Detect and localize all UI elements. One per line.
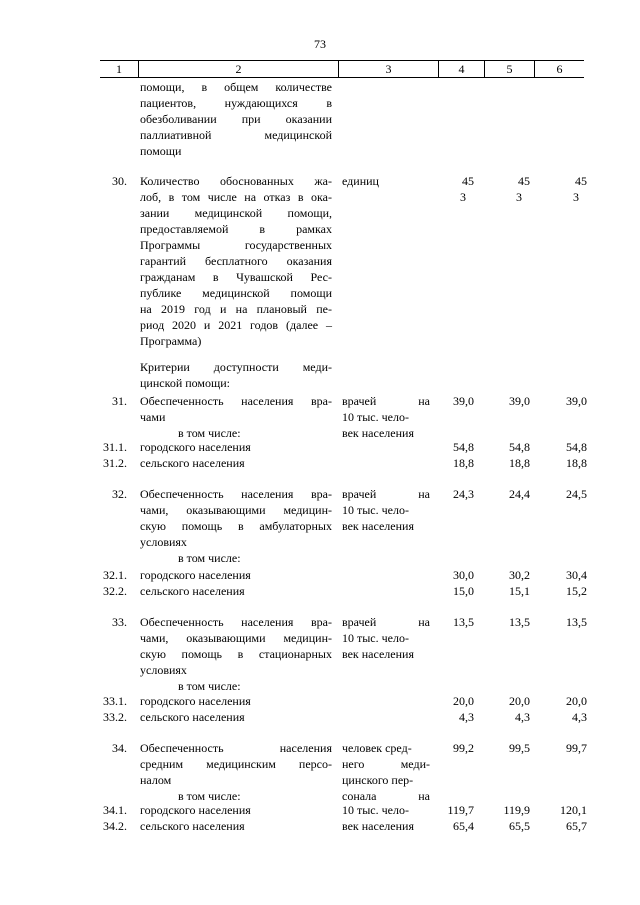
indicator-name-line: гарантий бесплатного оказания: [140, 254, 332, 268]
indicator-name-line: в том числе:: [178, 426, 241, 440]
unit-line: цинского пер-: [342, 773, 414, 787]
header-col-3: 3: [338, 61, 438, 77]
indicator-name-line: лоб, в том числе на отказ в ока-: [140, 190, 332, 204]
indicator-name-line: городского населения: [140, 568, 251, 582]
value-v5: 24,4: [509, 487, 530, 501]
header-col-2: 2: [138, 61, 338, 77]
unit-line: него меди-: [342, 757, 430, 771]
indicator-name-line: пациентов, нуждающихся в: [140, 96, 332, 110]
indicator-name-line: в том числе:: [178, 789, 241, 803]
row-number: 33.2.: [103, 710, 127, 724]
value-v4: 15,0: [453, 584, 474, 598]
page-number: 73: [314, 37, 326, 51]
value-v4: 99,2: [453, 741, 474, 755]
indicator-name-line: скую помощь в стационарных: [140, 647, 332, 661]
indicator-name-line: в том числе:: [178, 679, 241, 693]
row-number: 31.2.: [103, 456, 127, 470]
unit-line: врачей на: [342, 615, 430, 629]
value-v5: 13,5: [509, 615, 530, 629]
indicator-name-line: обезболивании при оказании: [140, 112, 332, 126]
indicator-name-line: налом: [140, 773, 172, 787]
indicator-name-line: на 2019 год и на плановый пе-: [140, 302, 332, 316]
value-v5: 20,0: [509, 694, 530, 708]
indicator-name-line: городского населения: [140, 694, 251, 708]
unit-line: век населения: [342, 819, 414, 833]
indicator-name-line: условиях: [140, 535, 187, 549]
indicator-name-line: зании медицинской помощи,: [140, 206, 332, 220]
value-v4: 45: [462, 174, 474, 188]
value-v5: 65,5: [509, 819, 530, 833]
value-v4: 30,0: [453, 568, 474, 582]
row-number: 33.1.: [103, 694, 127, 708]
value-v6: 120,1: [560, 803, 587, 817]
unit-line: век населения: [342, 426, 414, 440]
indicator-name-line: риод 2020 и 2021 годов (далее –: [140, 318, 332, 332]
value-v4: 20,0: [453, 694, 474, 708]
value-v4: 119,7: [447, 803, 474, 817]
indicator-name-line: чами, оказывающими медицин-: [140, 503, 332, 517]
indicator-name-line: чами, оказывающими медицин-: [140, 631, 332, 645]
row-number: 32.2.: [103, 584, 127, 598]
row-number: 32.: [112, 487, 127, 501]
header-col-5: 5: [484, 61, 534, 77]
unit-line: 10 тыс. чело-: [342, 803, 409, 817]
row-number: 32.1.: [103, 568, 127, 582]
value-v4: 18,8: [453, 456, 474, 470]
value-v6: 13,5: [566, 615, 587, 629]
indicator-name-line: Программа): [140, 334, 202, 348]
value-v5: 15,1: [509, 584, 530, 598]
value-v5: 18,8: [509, 456, 530, 470]
indicator-name-line: сельского населения: [140, 456, 245, 470]
indicator-name-line: средним медицинским персо-: [140, 757, 332, 771]
row-number: 33.: [112, 615, 127, 629]
indicator-name-line: городского населения: [140, 440, 251, 454]
value-v5: 39,0: [509, 394, 530, 408]
unit-line: врачей на: [342, 487, 430, 501]
indicator-name-line: сельского населения: [140, 710, 245, 724]
indicator-name-line: помощи: [140, 144, 182, 158]
indicator-name-line: публике медицинской помощи: [140, 286, 332, 300]
indicator-name-line: помощи, в общем количестве: [140, 80, 332, 94]
value-v4: 65,4: [453, 819, 474, 833]
value-v6: 4,3: [572, 710, 587, 724]
indicator-name-line: условиях: [140, 663, 187, 677]
indicator-name-line: чами: [140, 410, 166, 424]
table-header: [100, 60, 584, 78]
unit-line: 10 тыс. чело-: [342, 410, 409, 424]
indicator-name-line: Обеспеченность населения вра-: [140, 615, 332, 629]
indicator-name-line: предоставляемой в рамках: [140, 222, 332, 236]
header-col-4: 4: [438, 61, 484, 77]
header-col-1: 1: [116, 62, 122, 76]
unit-line: 10 тыс. чело-: [342, 503, 409, 517]
indicator-name-line: скую помощь в амбулаторных: [140, 519, 332, 533]
value-v4: 54,8: [453, 440, 474, 454]
value-v5: 4,3: [515, 710, 530, 724]
unit-line: век населения: [342, 647, 414, 661]
indicator-name-line: в том числе:: [178, 551, 241, 565]
unit-line: 10 тыс. чело-: [342, 631, 409, 645]
value-v5: 99,5: [509, 741, 530, 755]
indicator-name-line: Программы государственных: [140, 238, 332, 252]
row-number: 34.1.: [103, 803, 127, 817]
indicator-name-line: Обеспеченность населения вра-: [140, 394, 332, 408]
value-v5: 54,8: [509, 440, 530, 454]
unit-line: век населения: [342, 519, 414, 533]
value-v4: 24,3: [453, 487, 474, 501]
indicator-name-line: городского населения: [140, 803, 251, 817]
value-v5: 30,2: [509, 568, 530, 582]
indicator-name-line: Количество обоснованных жа-: [140, 174, 332, 188]
value-v6: 3: [573, 190, 579, 204]
row-number: 30.: [112, 174, 127, 188]
row-number: 34.2.: [103, 819, 127, 833]
value-v6: 65,7: [566, 819, 587, 833]
value-v4: 39,0: [453, 394, 474, 408]
value-v6: 24,5: [566, 487, 587, 501]
value-v6: 39,0: [566, 394, 587, 408]
value-v5: 3: [516, 190, 522, 204]
value-v6: 20,0: [566, 694, 587, 708]
unit-line: человек сред-: [342, 741, 412, 755]
value-v4: 4,3: [459, 710, 474, 724]
value-v6: 45: [575, 174, 587, 188]
value-v4: 3: [460, 190, 466, 204]
value-v6: 99,7: [566, 741, 587, 755]
indicator-name-line: цинской помощи:: [140, 376, 231, 390]
value-v4: 13,5: [453, 615, 474, 629]
value-v5: 119,9: [503, 803, 530, 817]
indicator-name-line: гражданам в Чувашской Рес-: [140, 270, 332, 284]
header-col-6: 6: [534, 61, 584, 77]
indicator-name-line: Критерии доступности меди-: [140, 360, 332, 374]
row-number: 31.: [112, 394, 127, 408]
unit-line: единиц: [342, 174, 379, 188]
indicator-name-line: сельского населения: [140, 819, 245, 833]
indicator-name-line: сельского населения: [140, 584, 245, 598]
row-number: 31.1.: [103, 440, 127, 454]
unit-line: врачей на: [342, 394, 430, 408]
value-v6: 18,8: [566, 456, 587, 470]
value-v5: 45: [518, 174, 530, 188]
indicator-name-line: паллиативной медицинской: [140, 128, 332, 142]
indicator-name-line: Обеспеченность населения: [140, 741, 332, 755]
value-v6: 30,4: [566, 568, 587, 582]
indicator-name-line: Обеспеченность населения вра-: [140, 487, 332, 501]
unit-line: сонала на: [342, 789, 430, 803]
value-v6: 54,8: [566, 440, 587, 454]
row-number: 34.: [112, 741, 127, 755]
value-v6: 15,2: [566, 584, 587, 598]
